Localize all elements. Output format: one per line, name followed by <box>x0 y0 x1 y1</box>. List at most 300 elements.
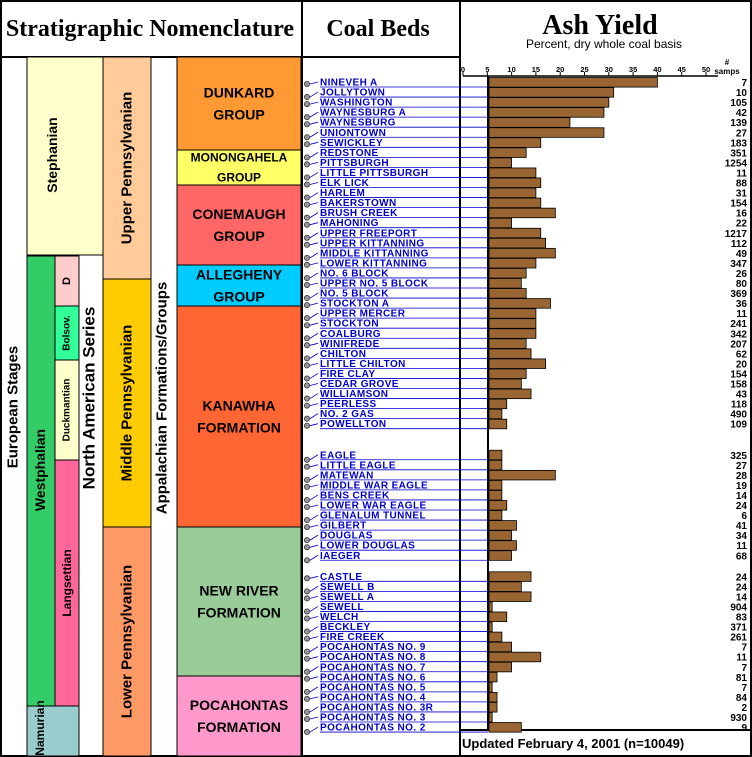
coal-bed-leader <box>310 102 318 104</box>
x-tick-label: 45 <box>677 65 686 74</box>
coal-bed-marker <box>304 689 309 694</box>
substage-label: Bolsov. <box>61 315 73 351</box>
coal-bed-marker <box>304 376 309 381</box>
coal-bed-label: IAEGER <box>320 550 361 562</box>
appalachian-formations-label: Appalachian Formations/Groups <box>153 281 171 515</box>
coal-bed-label: MATEWAN <box>320 470 374 482</box>
coal-bed-marker <box>304 336 309 341</box>
coal-bed-label: UPPER FREEPORT <box>320 228 418 240</box>
x-tick-label: 15 <box>531 65 541 74</box>
coal-bed-leader <box>310 313 318 318</box>
coal-bed-label: MIDDLE KITTANNING <box>320 248 429 260</box>
coal-bed-marker <box>304 477 309 482</box>
coal-bed-leader <box>310 333 318 338</box>
coal-bed-leader <box>310 132 318 137</box>
sample-count: 2 <box>741 702 747 714</box>
coal-bed-marker <box>304 115 309 120</box>
formation-label: ALLEGHENY <box>195 266 283 283</box>
ash-yield-bar <box>489 682 492 692</box>
coal-bed-label: POCAHONTAS NO. 9 <box>320 642 426 654</box>
coal-bed-leader <box>310 505 318 507</box>
coal-bed-marker <box>304 135 309 140</box>
formation-box <box>177 306 301 527</box>
ash-yield-bar <box>489 339 526 349</box>
coal-bed-label: SEWELL B <box>320 581 375 593</box>
coal-bed-label: NO. 6 BLOCK <box>320 268 389 280</box>
coal-bed-marker <box>304 538 309 543</box>
ash-yield-bar <box>489 168 536 178</box>
coal-bed-label: PEERLESS <box>320 399 377 411</box>
stratigraphy-columns <box>5 57 302 756</box>
sample-count: 80 <box>735 279 747 290</box>
samples-header: samps <box>714 67 740 76</box>
sample-count: 68 <box>735 551 747 563</box>
coal-bed-label: WAYNESBURG <box>320 117 396 129</box>
formation-label: GROUP <box>216 170 262 185</box>
coal-bed-label: BRUSH CREEK <box>320 208 398 220</box>
ash-yield-bar <box>489 389 531 399</box>
coal-bed-marker <box>304 175 309 180</box>
coal-bed-leader <box>310 596 318 598</box>
coal-bed-label: LITTLE CHILTON <box>320 358 406 370</box>
ash-yield-subtitle: Percent, dry whole coal basis <box>525 37 683 51</box>
coal-bed-label: ELK LICK <box>320 178 370 189</box>
coal-beds-title: Coal Beds <box>326 16 430 42</box>
coal-bed-label: WINIFREDE <box>320 338 380 350</box>
sample-count: 10 <box>735 88 747 100</box>
coal-bed-label: EAGLE <box>320 450 357 462</box>
coal-bed-leader <box>310 545 318 547</box>
formation-label: FORMATION <box>197 604 281 621</box>
sample-count: 27 <box>735 128 747 140</box>
formation-label: GROUP <box>213 288 265 305</box>
coal-bed-label: WELCH <box>320 612 359 623</box>
coal-bed-marker <box>304 636 309 641</box>
coal-bed-marker <box>304 162 309 167</box>
formation-box <box>177 57 301 150</box>
ash-yield-bar <box>489 78 657 88</box>
coal-bed-marker <box>304 235 309 240</box>
sample-count: 930 <box>730 713 747 724</box>
coal-bed-label: CASTLE <box>320 571 363 583</box>
formation-label: KANAWHA <box>202 397 276 414</box>
coal-bed-leader <box>310 465 318 467</box>
coal-bed-marker <box>304 94 309 99</box>
coal-bed-leader <box>310 475 318 480</box>
coal-bed-leader <box>310 495 318 500</box>
sample-count: 325 <box>730 450 747 462</box>
coal-bed-label: LOWER WAR EAGLE <box>320 500 427 512</box>
series-label: Lower Pennsylvanian <box>118 564 136 719</box>
sample-count: 27 <box>735 460 747 472</box>
sample-count: 19 <box>735 480 747 492</box>
coal-bed-marker <box>304 576 309 581</box>
coal-bed-marker <box>304 275 309 280</box>
formation-label: GROUP <box>213 228 265 244</box>
stage-label: Namurian <box>33 700 47 756</box>
ash-yield-bar <box>489 632 502 642</box>
coal-bed-label: WILLIAMSON <box>320 389 389 401</box>
sample-count: 9 <box>741 723 747 735</box>
coal-bed-marker <box>304 222 309 227</box>
ash-yield-bar <box>489 419 507 429</box>
coal-bed-marker <box>304 81 309 86</box>
coal-bed-leader <box>310 353 318 358</box>
formation-box <box>177 527 301 676</box>
coal-bed-leader <box>310 647 318 652</box>
ash-yield-bar <box>489 349 531 359</box>
coal-bed-label: NINEVEH A <box>320 77 378 89</box>
sample-count: 31 <box>735 188 747 200</box>
coal-bed-marker <box>304 262 309 267</box>
coal-bed-label: NO. 2 GAS <box>320 409 375 421</box>
coal-bed-marker <box>304 629 309 634</box>
coal-bed-marker <box>304 457 309 462</box>
formation-label: GROUP <box>213 106 265 123</box>
ash-yield-bar <box>489 541 516 551</box>
ash-yield-bar <box>489 289 526 299</box>
sample-count: 16 <box>735 208 747 220</box>
ash-yield-bar <box>489 309 536 319</box>
coal-bed-marker <box>304 464 309 469</box>
ash-yield-title: Ash Yield <box>542 10 658 41</box>
x-tick-label: 35 <box>628 65 638 74</box>
ash-yield-bar <box>489 208 555 218</box>
sample-count: 24 <box>735 501 747 512</box>
coal-bed-label: SEWICKLEY <box>320 137 384 149</box>
sample-count: 490 <box>730 409 747 421</box>
ash-yield-bar <box>489 128 604 138</box>
ash-yield-bar <box>489 108 604 118</box>
ash-yield-bar <box>489 702 497 712</box>
ash-yield-bar <box>489 369 526 379</box>
x-tick-label: 0 <box>460 65 466 74</box>
stage-label: Westphalian <box>32 428 48 512</box>
coal-bed-leader <box>310 142 318 144</box>
sample-count: 1217 <box>724 228 747 240</box>
ash-yield-bar <box>489 279 521 289</box>
x-tick-label: 40 <box>653 65 662 74</box>
sample-count: 41 <box>735 521 747 533</box>
ash-yield-bar <box>489 713 492 723</box>
coal-bed-label: POCAHONTAS NO. 7 <box>320 662 426 674</box>
ash-yield-bar <box>489 299 550 309</box>
coal-bed-marker <box>304 423 309 428</box>
coal-bed-leader <box>310 213 318 218</box>
coal-bed-label: FIRE CLAY <box>320 368 376 380</box>
coal-bed-leader <box>310 253 318 258</box>
coal-bed-label: HARLEM <box>320 188 366 200</box>
formation-label: FORMATION <box>197 419 281 436</box>
sample-count: 351 <box>730 148 747 160</box>
coal-bed-leader <box>310 586 318 591</box>
coal-bed-leader <box>310 152 318 157</box>
ash-yield-bar <box>489 188 536 198</box>
coal-bed-leader <box>310 92 318 97</box>
ash-yield-bar <box>489 511 502 521</box>
coal-bed-label: NO. 5 BLOCK <box>320 288 389 300</box>
ash-yield-bar <box>489 531 512 541</box>
coal-bed-label: LOWER DOUGLAS <box>320 540 416 552</box>
ash-yield-bar <box>489 178 541 188</box>
coal-bed-leader <box>310 223 318 225</box>
coal-bed-label: DOUGLAS <box>320 530 373 542</box>
sample-count: 14 <box>735 490 747 502</box>
stratigraphic-nomenclature-title: Stratigraphic Nomenclature <box>5 16 295 42</box>
coal-bed-leader <box>310 193 318 198</box>
coal-bed-label: JOLLYTOWN <box>320 87 386 99</box>
coal-bed-leader <box>310 293 318 298</box>
x-tick-label: 50 <box>701 65 711 74</box>
coal-bed-leader <box>310 203 318 205</box>
coal-bed-leader <box>310 384 318 386</box>
ash-yield-bar-chart <box>461 58 748 734</box>
coal-bed-marker <box>304 484 309 489</box>
substage-label: Duckmantian <box>61 378 73 442</box>
coal-bed-marker <box>304 504 309 509</box>
coal-bed-leader <box>310 112 318 117</box>
sample-count: 22 <box>735 218 747 230</box>
sample-count: 11 <box>736 168 747 180</box>
coal-bed-leader <box>310 172 318 177</box>
coal-bed-label: BENS CREEK <box>320 490 390 502</box>
ash-yield-bar <box>489 248 555 258</box>
coal-bed-label: LITTLE EAGLE <box>320 460 396 472</box>
coal-bed-leader <box>310 233 318 238</box>
ash-yield-bar <box>489 118 570 128</box>
sample-count: 1254 <box>724 158 747 170</box>
ash-yield-bar <box>489 98 609 108</box>
coal-bed-leader <box>310 373 318 378</box>
coal-bed-leader <box>310 263 318 265</box>
formation-label: FORMATION <box>197 719 281 735</box>
coal-bed-marker <box>304 525 309 530</box>
stage-label: Stephanian <box>44 117 60 193</box>
sample-count: 154 <box>730 369 747 381</box>
coal-bed-label: POCAHONTAS NO. 2 <box>320 722 426 734</box>
ash-yield-bar <box>489 470 555 480</box>
sample-count: 105 <box>730 98 747 110</box>
coal-bed-label: GILBERT <box>320 520 367 532</box>
coal-bed-label: POCAHONTAS NO. 6 <box>320 672 426 684</box>
ash-yield-bar <box>489 551 512 561</box>
sample-count: 26 <box>735 268 747 280</box>
coal-bed-label: PITTSBURGH <box>320 157 389 169</box>
coal-bed-marker <box>304 589 309 594</box>
coal-bed-marker <box>304 558 309 563</box>
coal-bed-label: REDSTONE <box>320 147 379 159</box>
series-label: Upper Pennsylvanian <box>118 91 136 245</box>
x-tick-label: 5 <box>485 65 490 74</box>
formation-label: DUNKARD <box>203 84 275 101</box>
ash-yield-bar <box>489 723 521 733</box>
coal-bed-leader <box>310 122 318 124</box>
sample-count: 371 <box>730 622 747 634</box>
ash-yield-bar <box>489 359 546 369</box>
coal-bed-marker <box>304 676 309 681</box>
sample-count: 7 <box>741 682 747 694</box>
ash-yield-bar <box>489 521 516 531</box>
coal-bed-label: STOCKTON A <box>320 298 390 310</box>
coal-bed-marker <box>304 295 309 300</box>
x-tick-label: 10 <box>507 65 516 74</box>
coal-bed-label: CEDAR GROVE <box>320 379 399 390</box>
ash-yield-bar <box>489 258 536 268</box>
sample-count: 7 <box>741 78 747 89</box>
x-tick-label: 25 <box>580 65 589 74</box>
coal-bed-label: BECKLEY <box>320 622 371 634</box>
sample-count: 342 <box>730 329 747 341</box>
coal-bed-marker <box>304 182 309 187</box>
coal-bed-leader <box>310 414 318 419</box>
coal-bed-leader <box>310 82 318 84</box>
coal-bed-leader <box>310 637 318 639</box>
coal-bed-leader <box>310 697 318 699</box>
coal-bed-marker <box>304 215 309 220</box>
coal-bed-marker <box>304 649 309 654</box>
coal-bed-leader <box>310 707 318 712</box>
coal-bed-leader <box>310 717 318 719</box>
coal-bed-marker <box>304 609 309 614</box>
ash-yield-bar <box>489 329 536 339</box>
coal-bed-label: LITTLE PITTSBURGH <box>320 167 429 179</box>
coal-bed-leader <box>310 535 318 540</box>
sample-count: 369 <box>730 289 747 301</box>
coal-bed-leader <box>310 627 318 632</box>
european-stages-label: European Stages <box>4 345 22 469</box>
sample-count: 6 <box>741 511 747 523</box>
coal-bed-marker <box>304 656 309 661</box>
coal-bed-leader <box>310 576 318 578</box>
x-tick-label: 20 <box>556 65 565 74</box>
sample-count: 904 <box>730 602 747 614</box>
coal-bed-marker <box>304 102 309 107</box>
sample-count: 24 <box>735 582 747 594</box>
coal-bed-leader <box>310 667 318 672</box>
coal-bed-label: MAHONING <box>320 218 379 230</box>
sample-count: 11 <box>736 309 747 321</box>
coal-bed-marker <box>304 709 309 714</box>
coal-bed-marker <box>304 356 309 361</box>
sample-count: 81 <box>735 672 747 684</box>
ash-yield-bar <box>489 379 521 389</box>
coal-bed-marker <box>304 545 309 550</box>
ash-yield-bar <box>489 88 614 98</box>
coal-bed-label: WASHINGTON <box>320 97 393 109</box>
coal-bed-marker <box>304 255 309 260</box>
coal-bed-leader <box>310 657 318 659</box>
sample-count: 154 <box>730 198 747 210</box>
ash-yield-bar <box>489 198 541 208</box>
coal-bed-label: SEWELL <box>320 601 365 613</box>
coal-bed-marker <box>304 696 309 701</box>
ash-yield-bar <box>489 490 502 500</box>
coal-bed-marker <box>304 363 309 368</box>
ash-yield-bar <box>489 572 531 582</box>
coal-bed-label: UPPER MERCER <box>320 308 406 320</box>
coal-bed-leader <box>310 183 318 185</box>
ash-yield-bar <box>489 501 507 511</box>
coal-bed-marker <box>304 383 309 388</box>
ash-yield-bar <box>489 672 497 682</box>
coal-bed-leader <box>310 404 318 406</box>
coal-bed-leader <box>310 424 318 426</box>
coal-bed-leader <box>310 677 318 679</box>
coal-bed-marker <box>304 669 309 674</box>
coal-bed-leader <box>310 485 318 487</box>
coal-bed-label: UPPER KITTANNING <box>320 238 425 250</box>
coal-bed-marker <box>304 303 309 308</box>
ash-yield-bar <box>489 228 541 238</box>
coal-bed-marker <box>304 323 309 328</box>
x-tick-label: 30 <box>604 65 613 74</box>
sample-count: 28 <box>735 470 747 482</box>
sample-count: 261 <box>730 632 747 644</box>
coal-bed-label: POCAHONTAS NO. 3 <box>320 712 426 724</box>
coal-bed-leader <box>310 243 318 245</box>
coal-bed-marker <box>304 729 309 734</box>
coal-bed-marker <box>304 282 309 287</box>
coal-bed-label: CHILTON <box>320 348 367 360</box>
coal-bed-label: STOCKTON <box>320 318 379 330</box>
formation-box <box>177 676 301 756</box>
north-american-series-label: North American Series <box>79 306 99 490</box>
ash-yield-bar <box>489 662 512 672</box>
sample-count: 207 <box>730 339 747 351</box>
coal-bed-marker <box>304 122 309 127</box>
ash-yield-bar <box>489 582 521 592</box>
ash-yield-bar <box>489 480 502 490</box>
coal-bed-leader <box>310 273 318 278</box>
coal-bed-label: BAKERSTOWN <box>320 198 397 210</box>
sample-count: 109 <box>730 419 747 431</box>
coal-bed-label: POCAHONTAS NO. 5 <box>320 682 426 694</box>
coal-bed-marker <box>304 616 309 621</box>
sample-count: 112 <box>730 238 747 250</box>
coal-bed-label: COALBURG <box>320 328 381 340</box>
ash-yield-bar <box>489 692 497 702</box>
coal-bed-label: POWELLTON <box>320 419 387 431</box>
ash-yield-bar <box>489 460 502 470</box>
coal-bed-leader <box>310 162 318 164</box>
coal-bed-label: POCAHONTAS NO. 4 <box>320 692 426 704</box>
sample-count: 83 <box>735 612 747 624</box>
sample-count: 88 <box>735 178 747 190</box>
coal-bed-marker <box>304 195 309 200</box>
coal-bed-leader <box>310 687 318 692</box>
ash-yield-bar <box>489 238 546 248</box>
sample-count: 347 <box>730 258 747 270</box>
coal-bed-marker <box>304 497 309 502</box>
sample-count: 49 <box>735 248 747 260</box>
formation-label: MONONGAHELA <box>190 150 288 165</box>
ash-yield-bar <box>489 319 536 329</box>
ash-yield-bar <box>489 622 492 632</box>
ash-yield-bar <box>489 642 512 652</box>
sample-count: 36 <box>735 299 747 311</box>
coal-bed-marker <box>304 403 309 408</box>
formation-label: NEW RIVER <box>199 582 279 599</box>
coal-bed-marker <box>304 396 309 401</box>
sample-count: 183 <box>730 138 747 150</box>
coal-bed-label: FIRE CREEK <box>320 632 385 644</box>
coal-bed-label: MIDDLE WAR EAGLE <box>320 480 429 492</box>
coal-bed-marker <box>304 316 309 321</box>
ash-yield-bar <box>489 148 526 158</box>
sample-count: 42 <box>735 108 747 120</box>
coal-bed-leader <box>310 455 318 460</box>
ash-yield-bar <box>489 268 526 278</box>
